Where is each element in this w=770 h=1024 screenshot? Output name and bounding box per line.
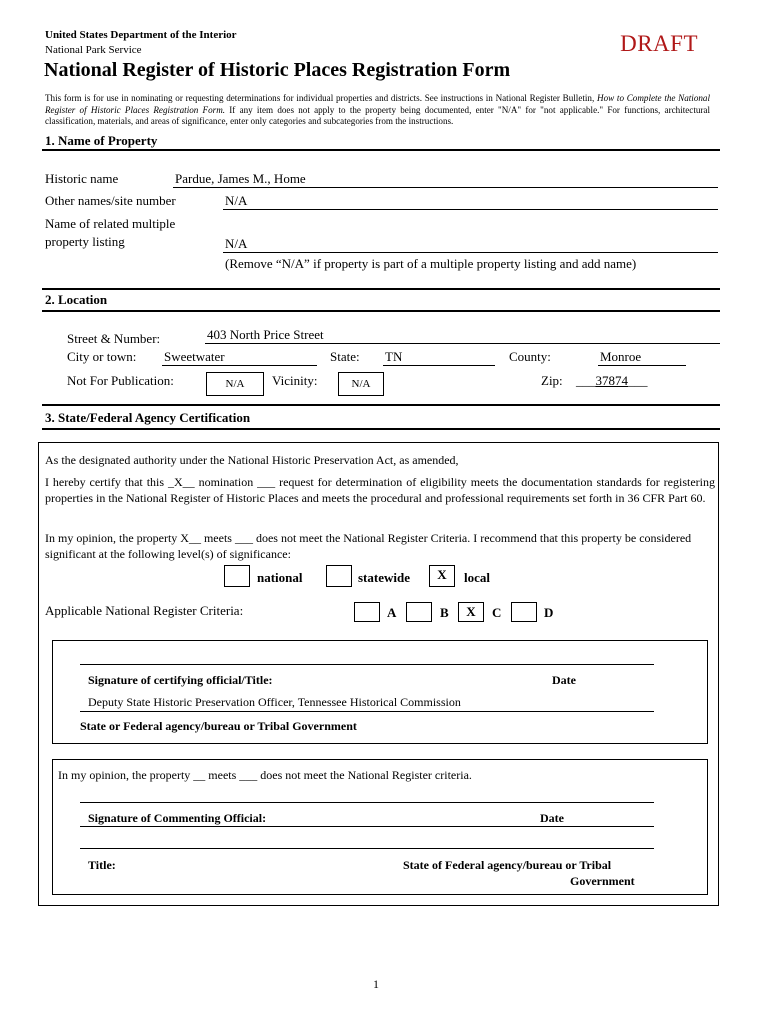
county-field[interactable]: Monroe xyxy=(598,349,686,366)
criteria-label: Applicable National Register Criteria: xyxy=(45,603,244,618)
city-field[interactable]: Sweetwater xyxy=(162,349,317,366)
statewide-checkbox[interactable] xyxy=(326,565,352,587)
commenting-agency-label-2: Government xyxy=(570,874,635,888)
section-1-title: 1. Name of Property xyxy=(45,133,158,148)
commenting-agency-label: State of Federal agency/bureau or Tribal xyxy=(403,858,612,872)
section-divider xyxy=(42,404,720,406)
remove-na-note: (Remove “N/A” if property is part of a multiple property listing and add name) xyxy=(225,256,637,271)
state-label: State: xyxy=(330,349,360,364)
not-for-publication-label: Not For Publication: xyxy=(67,373,174,388)
opinion-statement: In my opinion, the property X__ meets ___ does not meet the National Register Criteria. I recommend that this property be considered significant at the following level(s) of significance: xyxy=(45,531,692,561)
city-label: City or town: xyxy=(67,349,137,364)
signature-line[interactable] xyxy=(80,802,654,803)
commenting-title-label: Title: xyxy=(88,858,116,872)
certifying-signature-label: Signature of certifying official/Title: xyxy=(88,673,273,687)
certifying-official-title: Deputy State Historic Preservation Officer, Tennessee Historical Commission xyxy=(88,695,461,709)
national-label: national xyxy=(257,570,303,585)
zip-label: Zip: xyxy=(541,373,563,388)
department-name: United States Department of the Interior xyxy=(45,29,237,41)
title-line[interactable] xyxy=(80,848,654,849)
section-divider xyxy=(42,288,720,290)
criteria-a-checkbox[interactable] xyxy=(354,602,380,622)
local-label: local xyxy=(464,570,490,585)
criteria-c-checkbox[interactable]: X xyxy=(458,602,484,622)
criteria-d-checkbox[interactable] xyxy=(511,602,537,622)
section-2-title: 2. Location xyxy=(45,292,108,307)
related-listing-label: Name of related multiple xyxy=(45,216,176,231)
related-listing-field[interactable]: N/A xyxy=(223,236,718,253)
certification-authority-text: As the designated authority under the National Historic Preservation Act, as amended, xyxy=(45,453,459,467)
related-listing-label-2: property listing xyxy=(45,234,125,249)
criteria-b-label: B xyxy=(440,605,449,620)
criteria-c-label: C xyxy=(492,605,502,620)
date-line xyxy=(80,826,654,827)
commenting-date-label: Date xyxy=(540,811,564,825)
page-number: 1 xyxy=(373,977,379,991)
street-label: Street & Number: xyxy=(67,331,161,346)
criteria-d-label: D xyxy=(544,605,554,620)
section-divider xyxy=(42,149,720,151)
title-line xyxy=(80,711,654,712)
criteria-b-checkbox[interactable] xyxy=(406,602,432,622)
form-instructions: This form is for use in nominating or requesting determinations for individual properties and districts. See instructions in National Register Bulletin, How to Complete the National Register of Historic Places Registration Form. If any item does not apply to the property being documented, enter "N/A" for "not applicable." For functions, architectural classification, materials, and areas of significance, enter only categories and subcategories from the instructions. xyxy=(45,93,710,126)
vicinity-label: Vicinity: xyxy=(272,373,318,388)
form-title: National Register of Historic Places Registration Form xyxy=(44,59,511,81)
section-3-title: 3. State/Federal Agency Certification xyxy=(45,410,251,425)
criteria-a-label: A xyxy=(387,605,397,620)
section-divider xyxy=(42,310,720,312)
certifying-date-label: Date xyxy=(552,673,576,687)
not-for-publication-box[interactable]: N/A xyxy=(206,372,264,396)
certification-statement: I hereby certify that this _X__ nomination ___ request for determination of eligibility meets the documentation standards for registering properties in the National Register of Historic Places and meets the procedural and professional requirements set forth in 36 CFR Part 60. xyxy=(45,475,715,505)
zip-field[interactable]: ___37874___ xyxy=(576,373,648,388)
vicinity-box[interactable]: N/A xyxy=(338,372,384,396)
national-checkbox[interactable] xyxy=(224,565,250,587)
historic-name-label: Historic name xyxy=(45,171,119,186)
state-field[interactable]: TN xyxy=(383,349,495,366)
historic-name-field[interactable]: Pardue, James M., Home xyxy=(173,171,718,188)
other-names-field[interactable]: N/A xyxy=(223,193,718,210)
county-label: County: xyxy=(509,349,551,364)
section-divider xyxy=(42,428,720,430)
service-name: National Park Service xyxy=(45,44,142,56)
signature-line[interactable] xyxy=(80,664,654,665)
commenting-signature-label: Signature of Commenting Official: xyxy=(88,811,267,825)
local-checkbox[interactable]: X xyxy=(429,565,455,587)
draft-stamp: DRAFT xyxy=(620,31,698,56)
other-names-label: Other names/site number xyxy=(45,193,176,208)
street-field[interactable]: 403 North Price Street xyxy=(205,327,720,344)
agency-label: State or Federal agency/bureau or Tribal Government xyxy=(80,719,357,733)
commenting-opinion-text: In my opinion, the property __ meets ___ does not meet the National Register criteria. xyxy=(58,768,472,782)
statewide-label: statewide xyxy=(358,570,410,585)
